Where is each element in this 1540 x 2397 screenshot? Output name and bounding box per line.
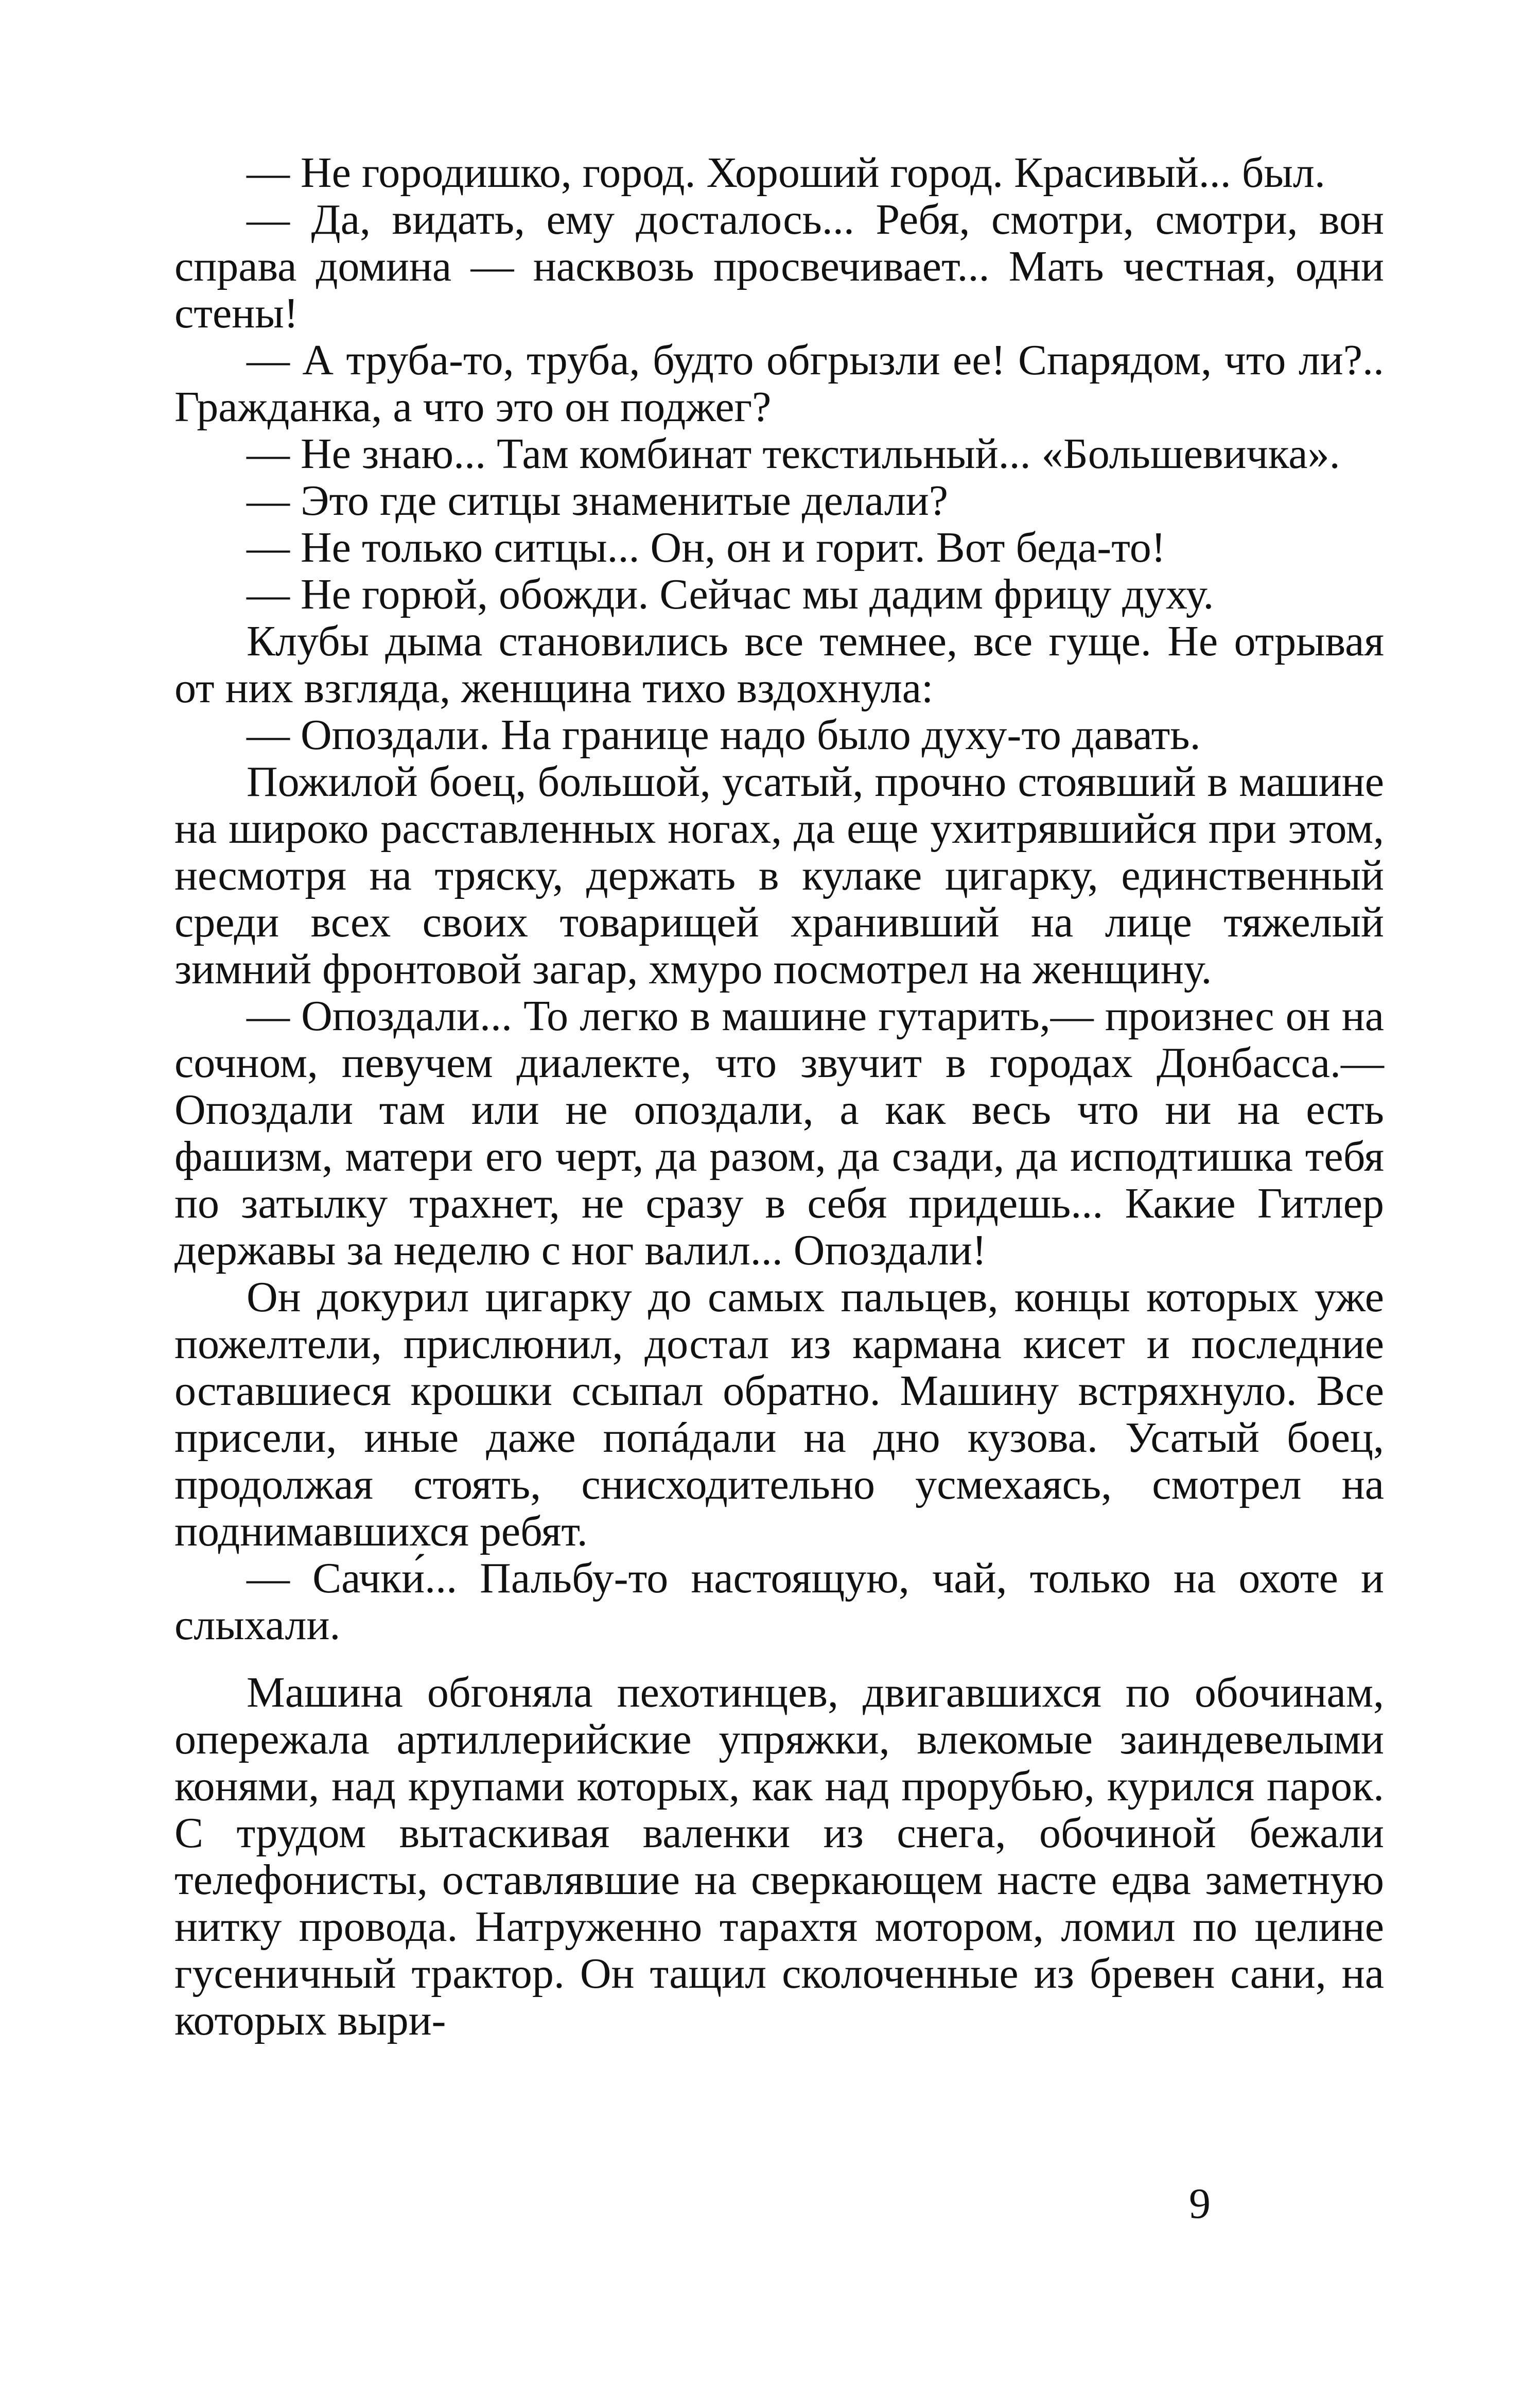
- paragraph: — Это где ситцы знаменитые делали?: [247, 477, 948, 525]
- paragraph: — Да, видать, ему досталось... Ребя, смотри, смотри, вон справа домина — насквозь просвечивает... Мать честная, одни стены!: [174, 196, 1384, 337]
- paragraph: Машина обгоняла пехотинцев, двигавшихся по обочинам, опережала артиллерийские упряжки, влекомые заиндевелыми конями, над крупами которых, как над прорубью, курился парок. С трудом вытаскивая валенки из снега, обочиной бежали телефонисты, оставлявшие на сверкающем насте едва заметную нитку провода. Натруженно тарахтя мотором, ломил по целине гусеничный трактор. Он тащил сколоченные из бревен сани, на которых выри-: [174, 1669, 1384, 2044]
- paragraph: Пожилой боец, большой, усатый, прочно стоявший в машине на широко расставленных ногах, да еще ухитрявшийся при этом, несмотря на тряску, держать в кулаке цигарку, единственный среди всех своих товарищей хранивший на лице тяжелый зимний фронтовой загар, хмуро посмотрел на женщину.: [174, 758, 1384, 993]
- paragraph: — Опоздали... То легко в машине гутарить,— произнес он на сочном, певучем диалекте, что звучит в городах Донбасса.— Опоздали там или не опоздали, а как весь что ни на есть фашизм, матери его черт, да разом, да сзади, да исподтишка тебя по затылку трахнет, не сразу в себя придешь... Какие Гитлер державы за неделю с ног валил... Опоздали!: [174, 992, 1384, 1274]
- paragraph: — Не только ситцы... Он, он и горит. Вот беда-то!: [247, 524, 1166, 571]
- paragraph: — А труба-то, труба, будто обгрызли ее! Спарядом, что ли?.. Гражданка, а что это он поджег?: [174, 336, 1384, 431]
- page-text: [174, 149, 1384, 2044]
- paragraph: — Опоздали. На границе надо было духу-то давать.: [247, 711, 1201, 759]
- paragraph: — Не горюй, обожди. Сейчас мы дадим фрицу духу.: [247, 570, 1214, 618]
- paragraph: — Сачки́... Пальбу-то настоящую, чай, только на охоте и слыхали.: [174, 1554, 1384, 1649]
- paragraph: Клубы дыма становились все темнее, все гуще. Не отрывая от них взгляда, женщина тихо вздохнула:: [174, 617, 1384, 712]
- paragraph: — Не городишко, город. Хороший город. Красивый... был.: [247, 149, 1325, 197]
- paragraph: — Не знаю... Там комбинат текстильный... «Большевичка».: [247, 430, 1340, 478]
- page-number: 9: [1189, 2180, 1211, 2228]
- paragraph: Он докурил цигарку до самых пальцев, концы которых уже пожелтели, прислюнил, достал из кармана кисет и последние оставшиеся крошки ссыпал обратно. Машину встряхнуло. Все присели, иные даже попáдали на дно кузова. Усатый боец, продолжая стоять, снисходительно усмехаясь, смотрел на поднимавшихся ребят.: [174, 1273, 1384, 1555]
